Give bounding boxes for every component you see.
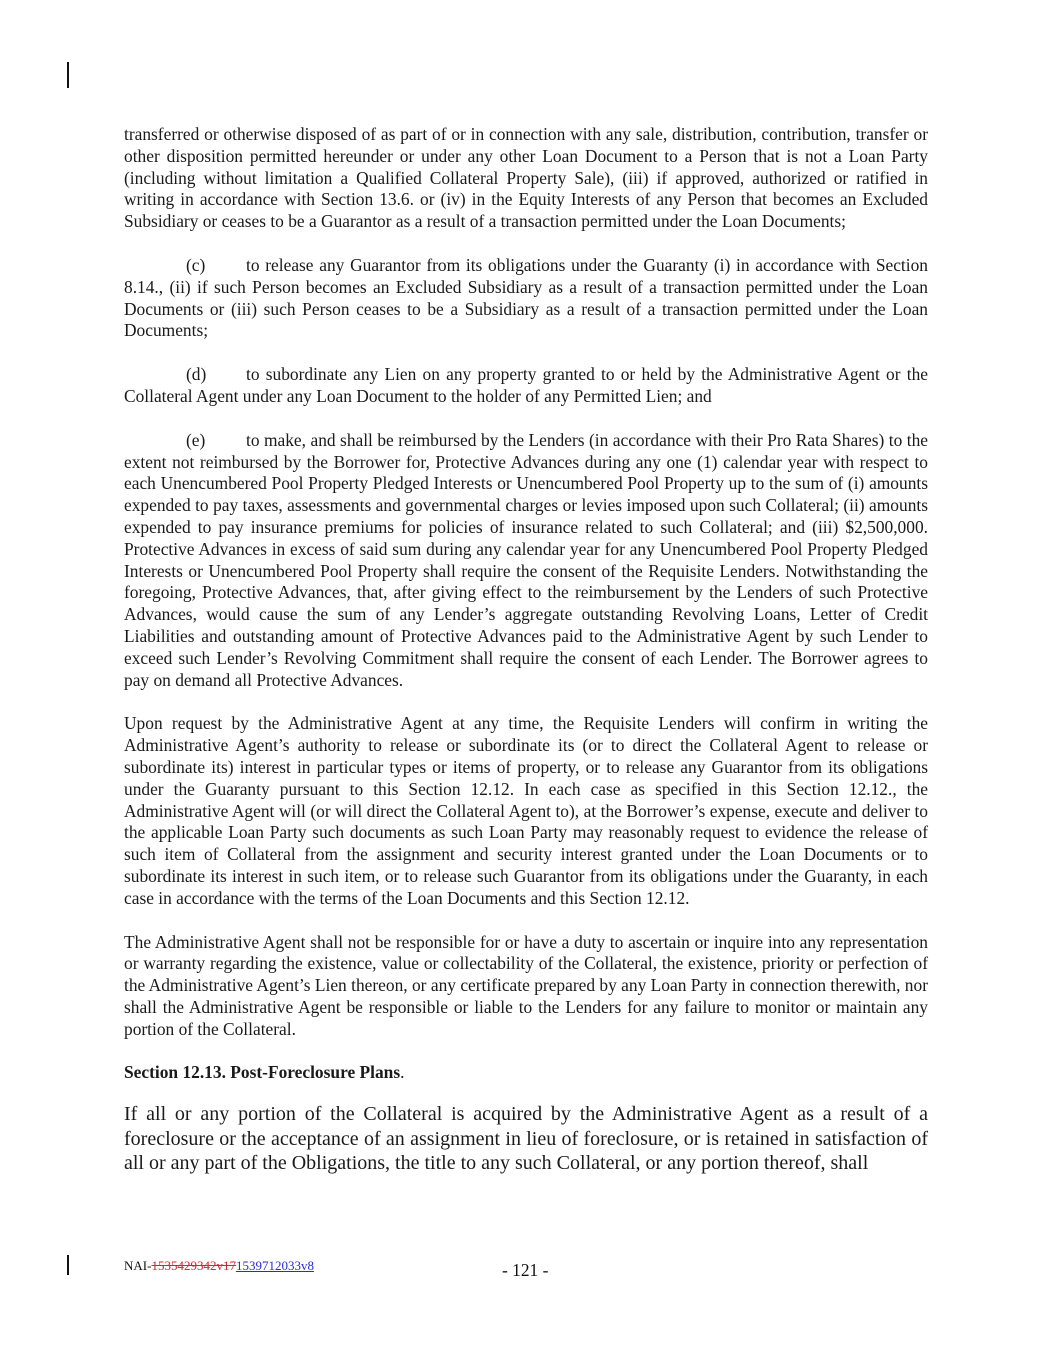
section-heading xyxy=(124,1062,928,1084)
document-page xyxy=(124,124,928,1176)
change-bar-top xyxy=(67,62,69,88)
paragraph-release-request: Upon request by the Administrative Agent at any time, the Requisite Lenders will confirm in writing the Administrative Agent’s authority to release or subordinate its (or to direct the Collateral Agent to release or subordinate its) interest in particular types or items of property, or to release any Guarantor from its obligations under the Guaranty pursuant to this Section 12.12. In each case as specified in this Section 12.12., the Administrative Agent will (or will direct the Collateral Agent to), at the Borrower’s expense, execute and deliver to the applicable Loan Party such documents as such Loan Party may reasonably request to evidence the release of such item of Collateral from the assignment and security interest granted under the Loan Documents or to subordinate its interest in such item, or to release such Guarantor from its obligations under the Guaranty, in each case in accordance with the terms of the Loan Documents and this Section 12.12. xyxy=(124,713,928,908)
page-number: - 121 - xyxy=(502,1260,549,1280)
section-heading-period: . xyxy=(400,1062,405,1083)
clause-e-text: to make, and shall be reimbursed by the Lenders (in accordance with their Pro Rata Shares) to the extent not reimbursed by the Borrower for, Protective Advances during any one (1) calendar year with respect to each Unencumbered Pool Property Pledged Interests or Unencumbered Pool Property up to the sum of (i) amounts expended to pay taxes, assessments and governmental charges or levies imposed upon such Collateral; (ii) amounts expended to pay insurance premiums for policies of insurance related to such Collateral; and (iii) $2,500,000. Protective Advances in excess of said sum during any calendar year for any Unencumbered Pool Property Pledged Interests or Unencumbered Pool Property shall require the consent of the Requisite Lenders. Notwithstanding the foregoing, Protective Advances, that, after giving effect to the reimbursement by the Lenders of such Protective Advances, would cause the sum of any Lender’s aggregate outstanding Revolving Loans, Letter of Credit Liabilities and outstanding amount of Protective Advances paid to the Administrative Agent by such Lender to exceed such Lender’s Revolving Commitment shall require the consent of each Lender. The Borrower agrees to pay on demand all Protective Advances. xyxy=(124,429,928,690)
clause-e-label: (e) xyxy=(186,429,206,450)
clause-c xyxy=(124,255,928,342)
section-heading-text: Section 12.13. Post-Foreclosure Plans xyxy=(124,1062,401,1083)
change-bar-bottom xyxy=(67,1255,69,1275)
paragraph-continuation: transferred or otherwise disposed of as part of or in connection with any sale, distribution, contribution, transfer or other disposition permitted hereunder or under any other Loan Document to a Person that is not a Loan Party (including without limitation a Qualified Collateral Property Sale), (iii) if approved, authorized or ratified in writing in accordance with Section 13.6. or (iv) in the Equity Interests of any Person that becomes an Excluded Subsidiary or ceases to be a Guarantor as a result of a transaction permitted under the Loan Documents; xyxy=(124,124,928,232)
clause-d-text: to subordinate any Lien on any property granted to or held by the Administrative Agent or the Collateral Agent under any Loan Document to the holder of any Permitted Lien; and xyxy=(124,364,928,406)
doc-id-inserted: 1539712033v8 xyxy=(235,1258,314,1273)
document-id xyxy=(124,1258,314,1274)
clause-c-label: (c) xyxy=(186,254,206,275)
doc-id-prefix: NAI- xyxy=(124,1258,152,1273)
doc-id-deleted: 1535429342v17 xyxy=(151,1258,236,1273)
clause-d-label: (d) xyxy=(186,364,207,385)
paragraph-agent-responsibility: The Administrative Agent shall not be responsible for or have a duty to ascertain or inquire into any representation or warranty regarding the existence, value or collectability of the Collateral, the existence, priority or perfection of the Administrative Agent’s Lien thereon, or any certificate prepared by any Loan Party in connection therewith, nor shall the Administrative Agent be responsible or liable to the Lenders for any failure to monitor or maintain any portion of the Collateral. xyxy=(124,931,928,1039)
clause-c-text: to release any Guarantor from its obligations under the Guaranty (i) in accordance with Section 8.14., (ii) if such Person becomes an Excluded Subsidiary as a result of a transaction permitted under the Loan Documents or (iii) such Person ceases to be a Subsidiary as a result of a transaction permitted under the Loan Documents; xyxy=(124,254,928,341)
paragraph-foreclosure: If all or any portion of the Collateral is acquired by the Administrative Agent as a result of a foreclosure or the acceptance of an assignment in lieu of foreclosure, or is retained in satisfaction of all or any part of the Obligations, the title to any such Collateral, or any portion thereof, shall xyxy=(124,1103,928,1175)
clause-e xyxy=(124,430,928,692)
clause-d xyxy=(124,364,928,408)
